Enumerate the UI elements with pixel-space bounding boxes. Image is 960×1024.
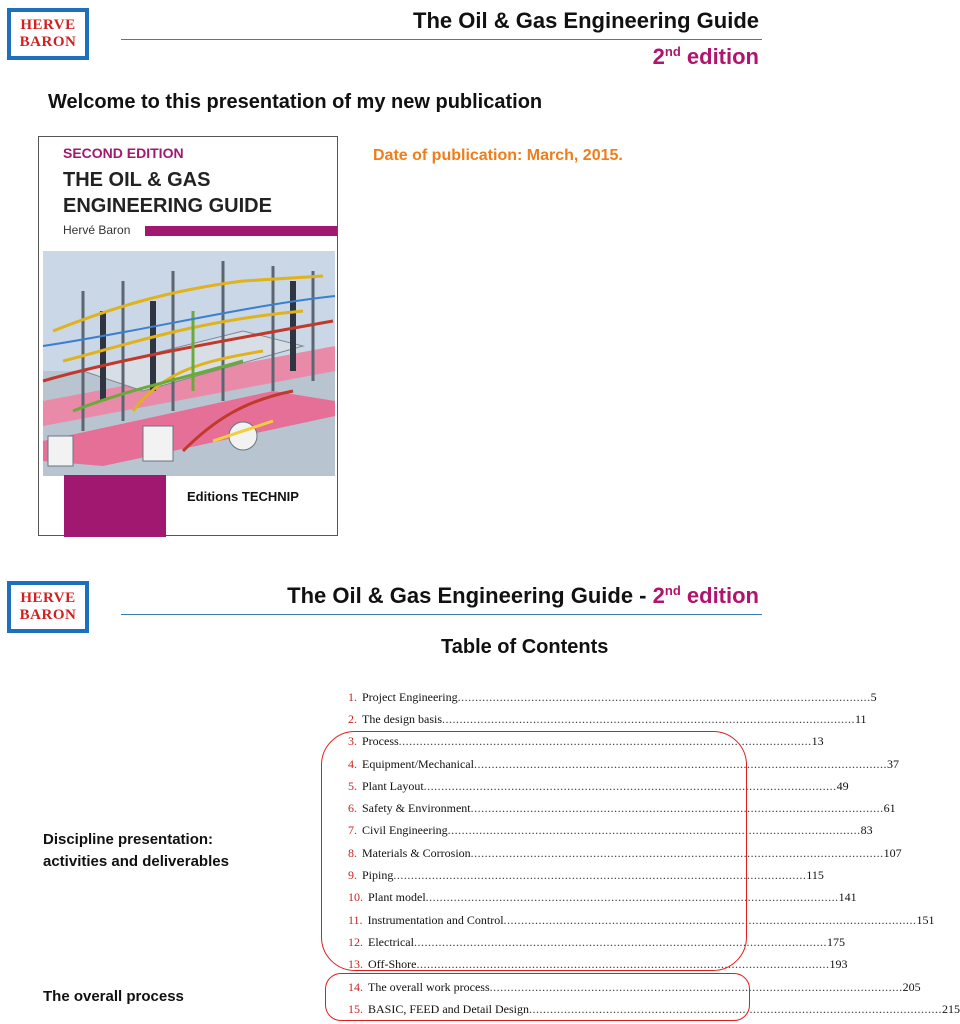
toc-leader-dots: ...................................................................................................................... xyxy=(489,979,903,994)
edition-suffix: nd xyxy=(664,583,681,598)
discipline-label-line-1: Discipline presentation: xyxy=(43,831,214,848)
toc-label: Plant Layout xyxy=(362,778,424,793)
toc-number: 12. xyxy=(348,934,363,949)
toc-leader-dots: ...................................................................................................................... xyxy=(425,890,839,905)
toc-page: 205 xyxy=(902,979,921,994)
welcome-text: Welcome to this presentation of my new publication xyxy=(48,91,543,113)
toc-leader-dots: ...................................................................................................................... xyxy=(503,912,917,927)
toc-number: 14. xyxy=(348,979,363,994)
toc-leader-dots: ...................................................................................................................... xyxy=(470,801,884,816)
toc-number: 8. xyxy=(348,845,357,860)
toc-number: 1. xyxy=(348,689,357,704)
discipline-label xyxy=(43,829,229,873)
cover-author: Hervé Baron xyxy=(63,223,131,237)
cover-color-block xyxy=(64,475,166,537)
toc-number: 15. xyxy=(348,1001,363,1016)
toc-page: 49 xyxy=(836,778,849,793)
toc-page: 37 xyxy=(886,756,899,771)
logo-line-2: BARON xyxy=(19,34,77,50)
toc-label: Instrumentation and Control xyxy=(367,912,504,927)
toc-number: 7. xyxy=(348,823,357,838)
plant-illustration xyxy=(43,251,335,476)
toc-row xyxy=(348,686,877,708)
toc-label: Process xyxy=(362,734,399,749)
toc-page: 193 xyxy=(829,957,848,972)
toc-leader-dots: ...................................................................................................................... xyxy=(473,756,887,771)
toc-number: 4. xyxy=(348,756,357,771)
toc-page: 151 xyxy=(916,912,935,927)
herve-baron-logo-2 xyxy=(7,581,89,633)
toc-number: 3. xyxy=(348,734,357,749)
toc-leader-dots: ...................................................................................................................... xyxy=(413,934,827,949)
cover-accent-bar xyxy=(145,226,337,236)
edition-suffix: nd xyxy=(664,44,681,59)
toc-page: 5 xyxy=(870,689,877,704)
logo-line-1: HERVE xyxy=(20,590,76,606)
edition-number: 2 xyxy=(652,583,665,608)
slide1-title: The Oil & Gas Engineering Guide xyxy=(413,8,759,33)
slide2-title-text: The Oil & Gas Engineering Guide - xyxy=(287,583,653,608)
discipline-label-line-2: activities and deliverables xyxy=(43,853,229,870)
toc-page: 141 xyxy=(838,890,857,905)
publication-date: Date of publication: March, 2015. xyxy=(373,147,623,164)
herve-baron-logo xyxy=(7,8,89,60)
toc-leader-dots: ...................................................................................................................... xyxy=(529,1001,942,1016)
cover-title-line-1: THE OIL & GAS xyxy=(63,169,211,191)
toc-leader-dots: ...................................................................................................................... xyxy=(442,711,855,726)
edition-word: edition xyxy=(686,583,759,608)
toc-leader-dots: ...................................................................................................................... xyxy=(470,845,884,860)
toc-page: 83 xyxy=(860,823,873,838)
logo-line-1: HERVE xyxy=(20,17,76,33)
toc-label: Equipment/Mechanical xyxy=(362,756,474,771)
toc-label: Safety & Environment xyxy=(362,801,471,816)
toc-label: Electrical xyxy=(368,934,414,949)
toc-page: 175 xyxy=(826,934,845,949)
toc-page: 61 xyxy=(883,801,896,816)
slide2-title xyxy=(287,583,759,609)
slide1-rule xyxy=(121,39,762,40)
toc-heading: Table of Contents xyxy=(441,636,609,658)
discipline-highlight-oval xyxy=(321,731,747,971)
logo-line-2: BARON xyxy=(19,607,77,623)
toc-leader-dots: ...................................................................................................................... xyxy=(457,689,871,704)
toc-number: 11. xyxy=(348,912,363,927)
overall-process-label: The overall process xyxy=(43,988,184,1005)
toc-page: 13 xyxy=(811,734,824,749)
toc-leader-dots: ...................................................................................................................... xyxy=(423,778,837,793)
toc-number: 9. xyxy=(348,868,357,883)
toc-number: 5. xyxy=(348,778,357,793)
toc-label: Materials & Corrosion xyxy=(362,845,471,860)
toc-label: Civil Engineering xyxy=(362,823,448,838)
toc-number: 6. xyxy=(348,801,357,816)
toc-leader-dots: ...................................................................................................................... xyxy=(416,957,830,972)
toc-page: 215 xyxy=(942,1001,960,1016)
toc-page: 11 xyxy=(855,711,867,726)
toc-label: The design basis xyxy=(362,711,442,726)
toc-label: Off-Shore xyxy=(368,957,417,972)
cover-title xyxy=(63,167,272,219)
toc-leader-dots: ...................................................................................................................... xyxy=(447,823,861,838)
edition-word: edition xyxy=(686,44,759,69)
slide2-edition xyxy=(653,583,759,608)
slide2-rule xyxy=(121,614,762,615)
toc-label: Project Engineering xyxy=(362,689,458,704)
edition-number: 2 xyxy=(652,44,665,69)
cover-publisher: Editions TECHNIP xyxy=(187,489,299,504)
toc-number: 13. xyxy=(348,957,363,972)
toc-leader-dots: ...................................................................................................................... xyxy=(398,734,812,749)
cover-title-line-2: ENGINEERING GUIDE xyxy=(63,195,272,217)
toc-label: Piping xyxy=(362,868,394,883)
toc-page: 107 xyxy=(883,845,902,860)
toc-number: 2. xyxy=(348,711,357,726)
toc-label: BASIC, FEED and Detail Design xyxy=(368,1001,529,1016)
toc-row xyxy=(348,708,867,730)
toc-label: The overall work process xyxy=(368,979,490,994)
slide1-edition xyxy=(653,44,759,70)
toc-label: Plant model xyxy=(368,890,426,905)
toc-leader-dots: ...................................................................................................................... xyxy=(393,868,807,883)
toc-number: 10. xyxy=(348,890,363,905)
process-highlight-oval xyxy=(325,973,750,1021)
cover-edition: SECOND EDITION xyxy=(63,145,184,161)
book-cover xyxy=(38,136,338,536)
toc-page: 115 xyxy=(806,868,824,883)
